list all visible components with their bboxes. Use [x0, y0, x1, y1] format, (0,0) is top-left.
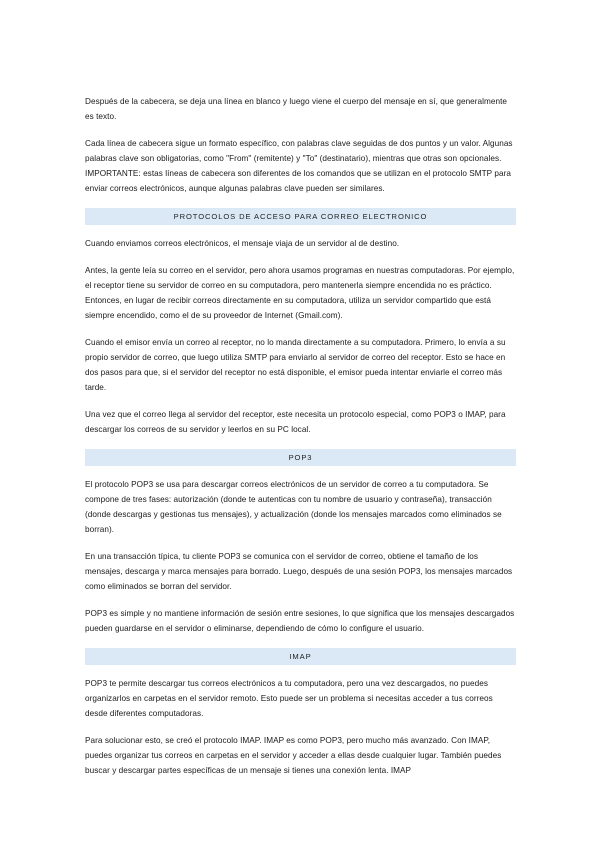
access-paragraph-4: Una vez que el correo llega al servidor del receptor, este necesita un protocolo especial, como POP3 o IMAP, para descargar los correos de su servidor y leerlos en su PC local. [85, 410, 506, 434]
access-paragraph-1: Cuando enviamos correos electrónicos, el mensaje viaja de un servidor al de destino. [85, 239, 400, 248]
pop3-paragraph-3: POP3 es simple y no mantiene información de sesión entre sesiones, lo que significa que los mensajes descargados pueden guardarse en el servidor o eliminarse, dependiendo de cómo lo configure el usuario. [85, 609, 515, 633]
intro-paragraph-1: Después de la cabecera, se deja una línea en blanco y luego viene el cuerpo del mensaje en sí, que generalmente es texto. [85, 97, 508, 121]
pop3-paragraph-2: En una transacción típica, tu cliente POP3 se comunica con el servidor de correo, obtiene el tamaño de los mensajes, descarga y marca mensajes para borrado. Luego, después de una sesión POP3, los mensajes marcados como eliminados se borran del servidor. [85, 552, 513, 591]
access-paragraph-2: Antes, la gente leía su correo en el servidor, pero ahora usamos programas en nuestras computadoras. Por ejemplo, el receptor tiene su servidor de correo en su computadora, pero mantenerla siempre encendida no es práctico. Entonces, en lugar de recibir correos directamente en su computadora, utiliza un servidor compartido que está siempre encendido, como el de su proveedor de Internet (Gmail.com). [85, 266, 515, 320]
intro-paragraph-2: Cada línea de cabecera sigue un formato específico, con palabras clave seguidas de dos puntos y un valor. Algunas palabras clave son obligatorias, como "From" (remitente) y "To" (destinatario), mientras que otras son opcionales. IMPORTANTE: estas líneas de cabecera son diferentes de los comandos que se utilizan en el protocolo SMTP para enviar correos electrónicos, aunque algunas palabras clave pueden ser similares. [85, 139, 513, 193]
pop3-paragraph-1: El protocolo POP3 se usa para descargar correos electrónicos de un servidor de correo a tu computadora. Se compone de tres fases: autorización (donde te autenticas con tu nombre de usuario y contraseña), transacción (donde descargas y gestionas tus mensajes), y actualización (donde los mensajes marcados como eliminados se borran). [85, 480, 502, 534]
imap-paragraph-2: Para solucionar esto, se creó el protocolo IMAP. IMAP es como POP3, pero mucho más avanzado. Con IMAP, puedes organizar tus correos en carpetas en el servidor y acceder a ellas desde cualquier lugar. También puedes buscar y descargar partes específicas de un mensaje si tienes una conexión lenta. IMAP [85, 736, 502, 775]
section-heading-pop3: POP3 [85, 449, 516, 466]
section-heading-access-protocols: PROTOCOLOS DE ACCESO PARA CORREO ELECTRONICO [85, 208, 516, 225]
section-heading-imap: IMAP [85, 648, 516, 665]
document-body [85, 94, 516, 790]
imap-paragraph-1: POP3 te permite descargar tus correos electrónicos a tu computadora, pero una vez descargados, no puedes organizarlos en carpetas en el servidor remoto. Esto puede ser un problema si necesitas acceder a tus correos desde diferentes computadoras. [85, 679, 493, 718]
access-paragraph-3: Cuando el emisor envía un correo al receptor, no lo manda directamente a su computadora. Primero, lo envía a su propio servidor de correo, que luego utiliza SMTP para enviarlo al servidor de correo del receptor. Esto se hace en dos pasos para que, si el servidor del receptor no está disponible, el emisor pueda intentar enviarle el correo más tarde. [85, 338, 506, 392]
